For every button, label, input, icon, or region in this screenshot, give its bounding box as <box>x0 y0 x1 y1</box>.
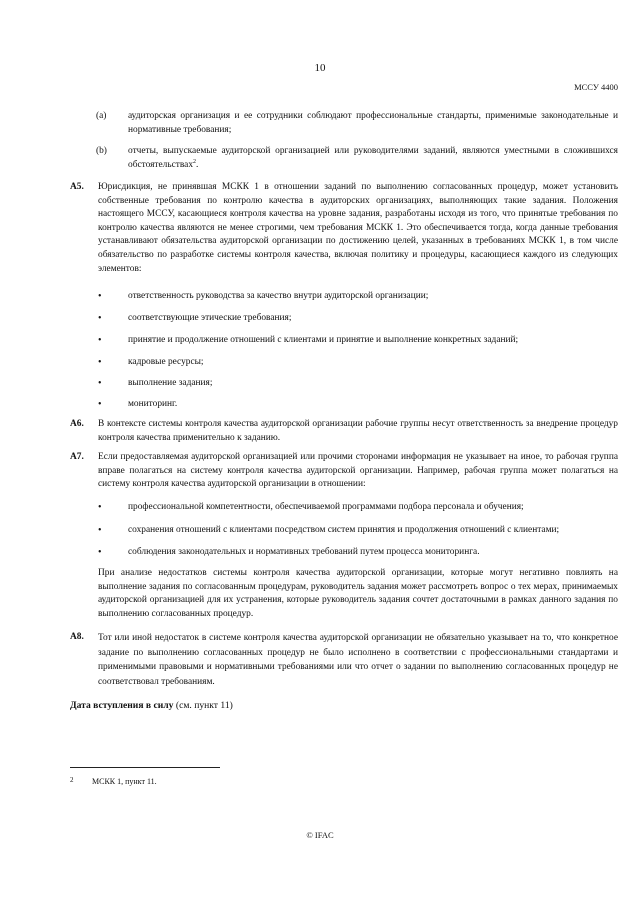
bullet-a5-6: мониторинг. <box>128 399 178 409</box>
bullet-a7-2: сохранения отношений с клиентами посредством систем принятия и продолжения отношений с клиентами; <box>128 525 560 535</box>
item-a-text: аудиторская организация и ее сотрудники соблюдают профессиональные стандарты, применимые законодательные и нормативные требования; <box>128 111 618 135</box>
para-a5-label: A5. <box>70 182 84 192</box>
bullet-a5-3: принятие и продолжение отношений с клиентами и принятие и выполнение конкретных заданий; <box>128 335 519 345</box>
page-number: 10 <box>314 62 326 74</box>
bullet-a5-4: кадровые ресурсы; <box>128 357 204 367</box>
footnote-divider <box>70 767 220 768</box>
copyright-footer: © IFAC <box>306 830 334 840</box>
para-a7-continuation: При анализе недостатков системы контроля качества аудиторской организации, которые могут негативно повлиять на выполнение задания по согласованным процедурам, руководитель задания может рассмотреть вопрос о тех мерах, принимаемых аудиторской организацией для их устранения, которые руководитель задания сочтет достаточными в рамках данного задания по выполнению согласованных процедур. <box>98 568 618 619</box>
item-a-label: (a) <box>96 111 107 121</box>
bullet-marker: • <box>98 335 102 346</box>
para-a8-label: A8. <box>70 632 84 642</box>
bullet-a5-2: соответствующие этические требования; <box>128 313 292 323</box>
bullet-a7-3: соблюдения законодательных и нормативных требований путем процесса мониторинга. <box>128 547 480 557</box>
effective-date-heading: Дата вступления в силу (см. пункт 11) <box>70 700 233 711</box>
para-a6-text: В контексте системы контроля качества аудиторской организации рабочие группы несут ответственность за внедрение процедур контроля качества применительно к заданию. <box>98 419 618 443</box>
bullet-marker: • <box>98 357 102 368</box>
bullet-marker: • <box>98 502 102 513</box>
para-a5-text: Юрисдикция, не принявшая МСКК 1 в отношении заданий по выполнению согласованных процедур, может установить собственные требования по контролю качества в аудиторских организациях, выполняющих такие задания. Положения настоящего МССУ, касающиеся контроля качества на уровне задания, разработаны исходя из того, что принятые требования по контролю качества являются не менее строгими, чем требования МСКК 1. Это обеспечивается тогда, когда данные требования устанавливают обязательства аудиторской организации по достижению целей, указанных в требованиях МСКК 1, в том числе обязательство по разработке системы контроля качества, включая политику и процедуры, касающиеся каждого из следующих элементов: <box>98 182 618 274</box>
item-b-label: (b) <box>96 146 107 156</box>
bullet-marker: • <box>98 291 102 302</box>
bullet-marker: • <box>98 313 102 324</box>
bullet-marker: • <box>98 399 102 410</box>
item-b-text: отчеты, выпускаемые аудиторской организацией или руководителями заданий, являются уместными в сложившихся обстоятельствах$^2$. <box>128 146 618 170</box>
bullet-marker: • <box>98 547 102 558</box>
footnote-text: МСКК 1, пункт 11. <box>92 777 157 786</box>
bullet-marker: • <box>98 378 102 389</box>
para-a7-text: Если предоставляемая аудиторской организацией или прочими сторонами информация не указывает на иное, то рабочая группа вправе полагаться на систему контроля качества аудиторской организации. Например, рабочая группа может полагаться на систему контроля качества аудиторской организации в отношении: <box>98 452 618 490</box>
standard-code: МССУ 4400 <box>574 82 618 92</box>
bullet-a7-1: профессиональной компетентности, обеспечиваемой программами подбора персонала и обучения; <box>128 502 524 512</box>
para-a8-text: Тот или иной недостаток в системе контроля качества аудиторской организации не обязательно указывает на то, что конкретное задание по выполнению согласованных процедур не было исполнено в соответствии с профессиональными стандартами и применимыми правовыми и нормативными требованиями или что отчет о задании по выполнению согласованных процедур не соответствовал требованиям. <box>98 633 618 687</box>
para-a6-label: A6. <box>70 419 84 429</box>
bullet-marker: • <box>98 525 102 536</box>
bullet-a5-1: ответственность руководства за качество внутри аудиторской организации; <box>128 291 429 301</box>
bullet-a5-5: выполнение задания; <box>128 378 213 388</box>
footnote-number: 2 <box>70 776 74 784</box>
para-a7-label: A7. <box>70 452 84 462</box>
